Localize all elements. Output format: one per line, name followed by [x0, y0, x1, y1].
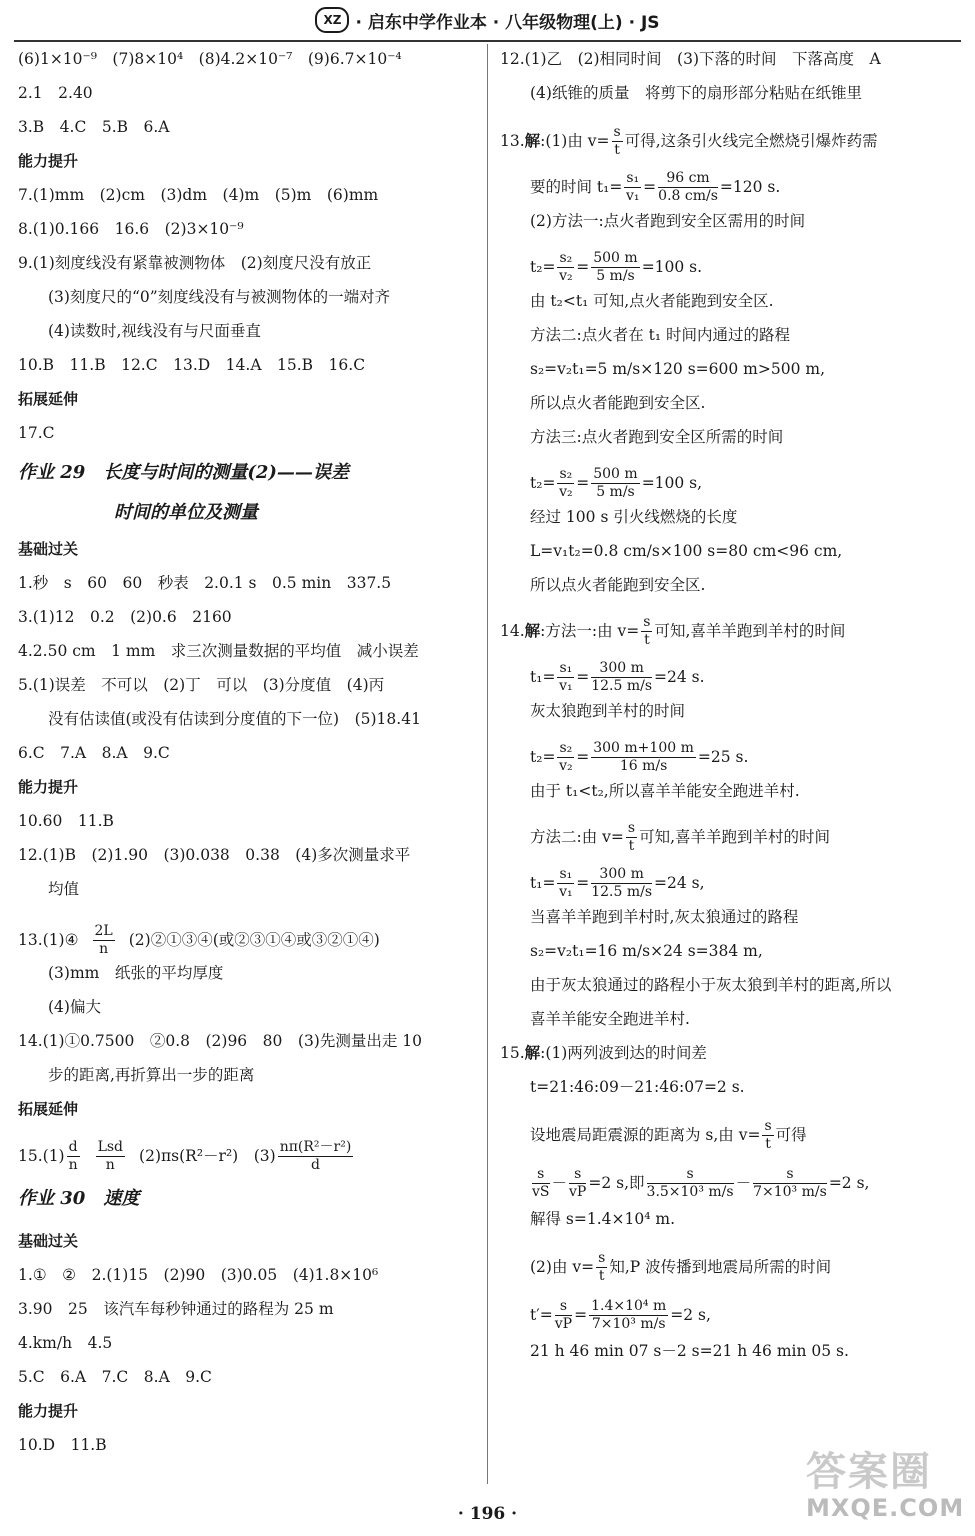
answer-line: s₂=v₂t₁=16 m/s×24 s=384 m,: [530, 942, 763, 960]
fraction: $\frac{96 cm}{0.8 cm/s}$: [658, 169, 718, 204]
fraction: $\frac{s}{vP}$: [569, 1165, 587, 1200]
answer-line: 由于 t₁<t₂,所以喜羊羊能安全跑进羊村.: [530, 782, 800, 800]
answer-line: (3)刻度尺的“0”刻度线没有与被测物体的一端对齐: [48, 288, 391, 306]
answer-line: 4.2.50 cm 1 mm 求三次测量数据的平均值 减小误差: [18, 642, 419, 660]
fraction: $\frac{s}{t}$: [764, 1117, 772, 1152]
answer-line: (4)读数时,视线没有与尺面垂直: [48, 322, 261, 340]
answer-line: 灰太狼跑到羊村的时间: [530, 702, 686, 720]
answer-line: 5.(1)误差 不可以 (2)丁 可以 (3)分度值 (4)丙: [18, 676, 385, 694]
fraction: $\frac{300 m}{12.5 m/s}$: [591, 659, 653, 694]
series-logo: XZ: [315, 7, 349, 33]
answer-line: 2.1 2.40: [18, 84, 93, 102]
answer-line: 7.(1)mm (2)cm (3)dm (4)m (5)m (6)mm: [18, 186, 379, 204]
fraction: $\frac{\text{1.4×10⁴ m}}{\text{7×10³ m/s}}$: [591, 1297, 667, 1332]
fraction: $\frac{s}{\text{7×10³ m/s}}$: [753, 1165, 827, 1200]
chapter-title: 作业 29 长度与时间的测量(2)——误差: [18, 462, 349, 483]
chapter-title: 作业 30 速度: [18, 1188, 140, 1209]
answer-line: t=21:46:09－21:46:07=2 s.: [530, 1078, 745, 1096]
answer-line-fraction: t₂= $\frac{\text{s₂}}{\text{v₂}}$ = $\frac{300 m+100 m}{16 m/s}$ =25 s.: [530, 739, 749, 774]
header-rule: [14, 40, 961, 42]
fraction: $\frac{s}{t}$: [613, 123, 621, 158]
fraction: $\frac{s}{t}$: [627, 819, 636, 854]
answer-line: 经过 100 s 引火线燃烧的长度: [530, 508, 738, 526]
fraction: $\frac{\text{s₁}}{\text{v₁}}$: [625, 169, 640, 204]
fraction: $\frac{s}{t}$: [598, 1249, 606, 1284]
answer-line-fraction: 14. 解 :方法一:由 v= $\frac{s}{t}$ 可知,喜羊羊跑到羊村的时间: [500, 613, 846, 648]
answer-line-fraction: $\frac{s}{vS}$ － $\frac{s}{vP}$ =2 s,即 $\frac{s}{\text{3.5×10³ m/s}}$ － $\frac{s}{\text{7×10³ m/s}}$ =2 s,: [532, 1165, 870, 1200]
answer-line: 当喜羊羊跑到羊村时,灰太狼通过的路程: [530, 908, 799, 926]
answer-line-fraction: 方法二:由 v= $\frac{s}{t}$ 可知,喜羊羊跑到羊村的时间: [530, 819, 831, 854]
answer-line-fraction: t₂= $\frac{\text{s₂}}{\text{v₂}}$ = $\frac{500 m}{5 m/s}$ =100 s.: [530, 249, 703, 284]
fraction: $\frac{500 m}{5 m/s}$: [593, 249, 638, 284]
answer-line: 3.90 25 该汽车每秒钟通过的路程为 25 m: [18, 1300, 334, 1318]
answer-line: 21 h 46 min 07 s－2 s=21 h 46 min 05 s.: [530, 1342, 849, 1360]
fraction: $\frac{s}{vS}$: [532, 1165, 550, 1200]
answer-line: 5.C 6.A 7.C 8.A 9.C: [18, 1368, 212, 1386]
chapter-subtitle: 时间的单位及测量: [114, 502, 258, 523]
fraction: $\frac{s}{\text{3.5×10³ m/s}}$: [646, 1165, 734, 1200]
page-header: [0, 0, 975, 40]
answer-line-fraction: t₁= $\frac{\text{s₁}}{\text{v₁}}$ = $\frac{300 m}{12.5 m/s}$ =24 s,: [530, 865, 705, 900]
answer-line: 喜羊羊能安全跑进羊村.: [530, 1010, 690, 1028]
answer-line: (6)1×10⁻⁹ (7)8×10⁴ (8)4.2×10⁻⁷ (9)6.7×10⁻⁴: [18, 50, 402, 68]
section-heading: 拓展延伸: [18, 1100, 79, 1118]
section-heading: 拓展延伸: [18, 390, 79, 408]
right-column: [500, 48, 958, 1374]
answer-line: 所以点火者能跑到安全区.: [530, 394, 706, 412]
answer-line-fraction: 13.(1)④ $\frac{2L}{n}$ (2)②①③④(或②③①④或③②①④): [18, 922, 380, 957]
fraction: $\frac{\text{s₁}}{\text{v₁}}$: [559, 659, 573, 694]
answer-line-fraction: 15.(1) $\frac{d}{n}$ $\frac{\text{Lsd}}{n}$ (2)πs(R²－r²) (3) $\frac{\text{nπ(R²－r²)}}{d}$: [18, 1138, 352, 1173]
answer-line: 由于灰太狼通过的路程小于灰太狼到羊村的距离,所以: [530, 976, 892, 994]
answer-line: 由 t₂<t₁ 可知,点火者能跑到安全区.: [530, 292, 774, 310]
answer-line: 1.秒 s 60 60 秒表 2.0.1 s 0.5 min 337.5: [18, 574, 392, 592]
fraction: $\frac{300 m+100 m}{16 m/s}$: [593, 739, 694, 774]
answer-line: (4)偏大: [48, 998, 101, 1016]
watermark-url: MXQE.COM: [806, 1494, 965, 1522]
answer-line: 12.(1)乙 (2)相同时间 (3)下落的时间 下落高度 A: [500, 50, 881, 68]
answer-line-fraction: 13. 解 :(1)由 v= $\frac{s}{t}$ 可得,这条引火线完全燃烧引爆炸药需: [500, 123, 878, 158]
fraction: $\frac{d}{n}$: [68, 1138, 78, 1173]
fraction: $\frac{300 m}{12.5 m/s}$: [591, 865, 653, 900]
fraction: $\frac{s}{t}$: [643, 613, 651, 648]
answer-line: 17.C: [18, 424, 55, 442]
fraction: $\frac{\text{s₂}}{\text{v₂}}$: [559, 739, 573, 774]
answer-line: 4.km/h 4.5: [18, 1334, 113, 1352]
answer-line-fraction: 设地震局距震源的距离为 s,由 v= $\frac{s}{t}$ 可得: [530, 1117, 807, 1152]
section-heading: 能力提升: [18, 1402, 79, 1420]
answer-line: 3.(1)12 0.2 (2)0.6 2160: [18, 608, 232, 626]
fraction: $\frac{\text{s₂}}{\text{v₂}}$: [559, 249, 573, 284]
answer-line: 没有估读值(或没有估读到分度值的下一位) (5)18.41: [48, 710, 421, 728]
left-column: [18, 48, 480, 1468]
watermark-logo: 答案圈: [806, 1449, 932, 1495]
answer-line-fraction: t′= $\frac{s}{vP}$ = $\frac{\text{1.4×10⁴ m}}{\text{7×10³ m/s}}$ =2 s,: [530, 1297, 711, 1332]
section-heading: 能力提升: [18, 778, 79, 796]
answer-line: 8.(1)0.166 16.6 (2)3×10⁻⁹: [18, 220, 244, 238]
answer-line: 均值: [48, 880, 80, 898]
answer-line: 10.D 11.B: [18, 1436, 107, 1454]
section-heading: 能力提升: [18, 152, 79, 170]
answer-line-fraction: t₁= $\frac{\text{s₁}}{\text{v₁}}$ = $\frac{300 m}{12.5 m/s}$ =24 s.: [530, 659, 705, 694]
answer-line: (3)mm 纸张的平均厚度: [48, 964, 224, 982]
section-heading: 基础过关: [18, 540, 79, 558]
answer-line: 3.B 4.C 5.B 6.A: [18, 118, 170, 136]
page-number: · 196 ·: [457, 1504, 518, 1524]
answer-line: 9.(1)刻度线没有紧靠被测物体 (2)刻度尺没有放正: [18, 254, 372, 272]
answer-line: 1.① ② 2.(1)15 (2)90 (3)0.05 (4)1.8×10⁶: [18, 1266, 379, 1284]
answer-line: 6.C 7.A 8.A 9.C: [18, 744, 170, 762]
answer-line: 解得 s=1.4×10⁴ m.: [530, 1210, 675, 1228]
answer-line: 方法二:点火者在 t₁ 时间内通过的路程: [530, 326, 791, 344]
book-title: · 启东中学作业本 · 八年级物理(上) · JS: [355, 12, 660, 33]
answer-line: 10.60 11.B: [18, 812, 114, 830]
answer-line: L=v₁t₂=0.8 cm/s×100 s=80 cm<96 cm,: [530, 542, 843, 560]
column-divider: [487, 44, 488, 1484]
answer-line: 12.(1)B (2)1.90 (3)0.038 0.38 (4)多次测量求平: [18, 846, 411, 864]
answer-line-fraction: (2)由 v= $\frac{s}{t}$ 知,P 波传播到地震局所需的时间: [530, 1249, 832, 1284]
answer-line: 14.(1)①0.7500 ②0.8 (2)96 80 (3)先测量出走 10: [18, 1032, 422, 1050]
fraction: $\frac{2L}{n}$: [94, 922, 113, 957]
answer-line-fraction: 要的时间 t₁= $\frac{\text{s₁}}{\text{v₁}}$ = $\frac{96 cm}{0.8 cm/s}$ =120 s.: [530, 169, 781, 204]
fraction: $\frac{\text{Lsd}}{n}$: [97, 1138, 124, 1173]
answer-line: (2)方法一:点火者跑到安全区需用的时间: [530, 212, 806, 230]
answer-line: 所以点火者能跑到安全区.: [530, 576, 706, 594]
watermark: [806, 1450, 966, 1530]
fraction: $\frac{\text{s₁}}{\text{v₁}}$: [559, 865, 573, 900]
answer-line: (4)纸锥的质量 将剪下的扇形部分粘贴在纸锥里: [530, 84, 862, 102]
answer-line: s₂=v₂t₁=5 m/s×120 s=600 m>500 m,: [530, 360, 825, 378]
answer-line: 步的距离,再折算出一步的距离: [48, 1066, 255, 1084]
fraction: $\frac{500 m}{5 m/s}$: [593, 465, 638, 500]
fraction: $\frac{s}{vP}$: [554, 1297, 573, 1332]
section-heading: 基础过关: [18, 1232, 79, 1250]
answer-line: 15.解:(1)两列波到达的时间差: [500, 1043, 707, 1062]
fraction: $\frac{\text{s₂}}{\text{v₂}}$: [559, 465, 573, 500]
fraction: $\frac{\text{nπ(R²－r²)}}{d}$: [279, 1138, 352, 1173]
answer-line: 方法三:点火者跑到安全区所需的时间: [530, 428, 784, 446]
answer-line: 10.B 11.B 12.C 13.D 14.A 15.B 16.C: [18, 356, 366, 374]
answer-line-fraction: t₂= $\frac{\text{s₂}}{\text{v₂}}$ = $\frac{500 m}{5 m/s}$ =100 s,: [530, 465, 703, 500]
